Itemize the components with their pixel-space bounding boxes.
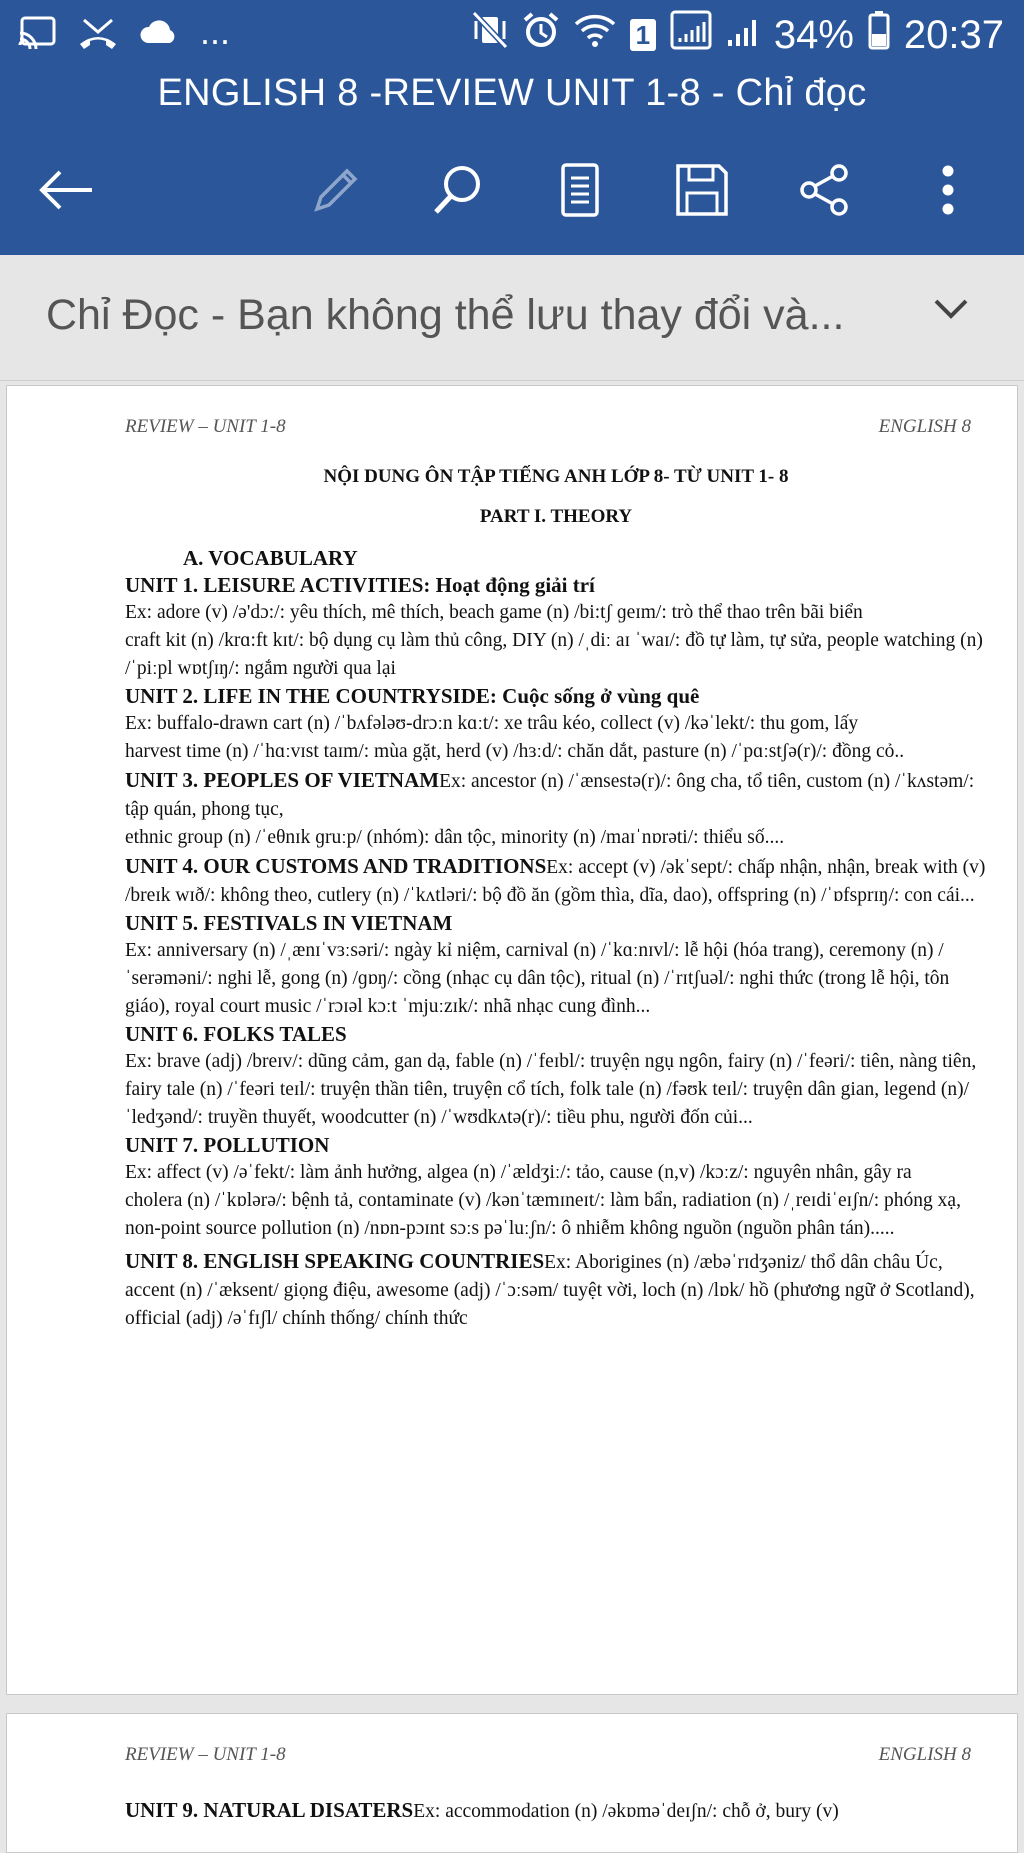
document-page-1[interactable] <box>6 385 1018 1695</box>
unit-heading: UNIT 9. NATURAL DISATERS <box>125 1798 414 1822</box>
unit-heading: UNIT 8. ENGLISH SPEAKING COUNTRIES <box>125 1249 545 1273</box>
mute-vibrate-icon <box>472 11 508 59</box>
page-header-left: REVIEW – UNIT 1-8 <box>125 1744 286 1765</box>
more-options-button[interactable] <box>908 150 988 230</box>
unit-text: Ex: affect (v) /əˈfekt/: làm ảnh hưởng, algea (n) /ˈældʒiː/: tảo, cause (n,v) /kɔːz/: nguyên nhân, gây ra <box>125 1162 912 1183</box>
app-bar <box>0 0 1024 255</box>
missed-call-icon <box>78 14 118 55</box>
unit-text: Ex: accept (v) /əkˈsept/: chấp nhận, nhận, break with (v) /breɪk wɪð/: không theo, cutlery (n) /ˈkʌtləri/: bộ đồ ăn (gồm thìa, dĩa, dao), offspring (n) /ˈɒfsprɪŋ/: con cái... <box>125 857 986 906</box>
clock: 20:37 <box>903 12 1004 57</box>
document-title: ENGLISH 8 -REVIEW UNIT 1-8 - Chỉ đọc <box>157 72 867 114</box>
page-header-left: REVIEW – UNIT 1-8 <box>125 416 286 437</box>
signal-icon <box>670 10 712 60</box>
unit-text: harvest time (n) /ˈhɑːvɪst taɪm/: mùa gặt, herd (v) /hɜːd/: chăn dắt, pasture (n) /ˈpɑːstʃə(r)/: đồng cỏ.. <box>125 741 905 762</box>
unit-text: craft kit (n) /krɑ:ft kɪt/: bộ dụng cụ làm thủ công, DIY (n) /ˌdiː aɪ ˈwaɪ/: đồ tự làm, tự sửa, people watching (n) /ˈpiːpl wɒtʃɪŋ/: ngắm người qua lại <box>125 630 983 679</box>
document-body <box>125 462 987 1333</box>
unit-heading: UNIT 7. POLLUTION <box>125 1133 330 1157</box>
unit-heading: UNIT 3. PEOPLES OF VIETNAM <box>125 768 440 792</box>
unit-heading: UNIT 6. FOLKS TALES <box>125 1022 347 1046</box>
share-button[interactable] <box>784 150 864 230</box>
unit-text: Ex: ancestor (n) /ˈænsestə(r)/: ông cha, tổ tiên, custom (n) /ˈkʌstəm/: tập quán, phong tục, <box>125 771 975 820</box>
unit-text: Ex: anniversary (n) /ˌænɪˈvɜːsəri/: ngày kỉ niệm, carnival (n) /ˈkɑːnɪvl/: lễ hội (hóa trang), ceremony (n) /ˈserəməni/: nghi lễ, gong (n) /ɡɒŋ/: cồng (nhạc cụ dân tộc), ritual (n) /ˈrɪtʃuəl/: nghi thức (trong lễ hội, tôn giáo), royal court music /ˈrɔɪəl kɔːt ˈmjuːzɪk/: nhã nhạc cung đình... <box>125 940 950 1017</box>
battery-icon <box>868 10 890 60</box>
cloud-icon <box>138 17 180 52</box>
unit-heading: UNIT 4. OUR CUSTOMS AND TRADITIONS <box>125 854 547 878</box>
doc-part-heading: PART I. THEORY <box>479 506 633 527</box>
unit-heading: UNIT 5. FESTIVALS IN VIETNAM <box>125 911 453 935</box>
signal-icon-2 <box>726 12 760 58</box>
edit-button[interactable] <box>296 150 376 230</box>
more-vertical-icon <box>940 163 956 217</box>
unit-text: Ex: buffalo-drawn cart (n) /ˈbʌfələʊ-drɔːn kɑːt/: xe trâu kéo, collect (v) /kəˈlekt/: thu gom, lấy <box>125 713 859 734</box>
expand-banner-button[interactable] <box>933 297 969 326</box>
unit-heading: UNIT 2. LIFE IN THE COUNTRYSIDE: Cuộc sống ở vùng quê <box>125 684 700 708</box>
status-bar <box>0 0 1024 70</box>
chevron-down-icon <box>933 297 969 321</box>
more-notifications-text: ... <box>200 10 231 52</box>
search-button[interactable] <box>418 150 498 230</box>
mobile-view-button[interactable] <box>540 150 620 230</box>
unit-text: Ex: Aborigines (n) /æbəˈrɪdʒəniz/ thổ dân châu Úc, accent (n) /ˈæksent/ giọng điệu, awesome (adj) /ˈɔːsəm/ tuyệt vời, loch (n) /lɒk/ hồ (phương ngữ ở Scotland), official (adj) /əˈfɪʃl/ chính thống/ chính thức <box>125 1252 975 1329</box>
page-header-right: ENGLISH 8 <box>878 1744 971 1765</box>
back-arrow-icon <box>38 170 94 210</box>
alarm-icon <box>522 11 560 59</box>
edit-pencil-icon <box>309 163 363 217</box>
document-body <box>125 1796 987 1826</box>
wifi-icon <box>574 12 616 58</box>
cast-icon <box>18 15 58 54</box>
document-page-2[interactable] <box>6 1713 1018 1853</box>
save-button[interactable] <box>662 150 742 230</box>
save-icon <box>675 163 729 217</box>
doc-main-title: NỘI DUNG ÔN TẬP TIẾNG ANH LỚP 8- TỪ UNIT 1- 8 <box>323 466 789 487</box>
search-icon <box>430 162 486 218</box>
back-button[interactable] <box>26 150 106 230</box>
toolbar <box>0 150 1024 230</box>
unit-text: Ex: brave (adj) /breɪv/: dũng cảm, gan dạ, fable (n) /ˈfeɪbl/: truyện ngụ ngôn, fairy (n) /ˈfeəri/: tiên, nàng tiên, fairy tale (n) /ˈfeəri teɪl/: truyện thần tiên, truyện cổ tích, folk tale (n) /fəʊk teɪl/: truyện dân gian, legend (n)/ ˈledʒənd/: truyền thuyết, woodcutter (n) /ˈwʊdkʌtə(r)/: tiều phu, người đốn củi... <box>125 1051 977 1128</box>
battery-percent: 34% <box>773 12 854 57</box>
unit-text: cholera (n) /ˈkɒlərə/: bệnh tả, contaminate (v) /kənˈtæmɪneɪt/: làm bẩn, radiation (n) /ˌreɪdiˈeɪʃn/: phóng xạ, non-point source pollution (n) /nɒn-pɔɪnt sɔːs pəˈluːʃn/: ô nhiễm không nguồn (nguồn phân tán)..... <box>125 1190 961 1239</box>
share-icon <box>797 163 851 217</box>
page-header-right: ENGLISH 8 <box>878 416 971 437</box>
sim-badge: 1 <box>630 19 656 51</box>
section-heading: A. VOCABULARY <box>183 546 358 570</box>
unit-text: Ex: adore (v) /ə'dɔ:/: yêu thích, mê thích, beach game (n) /bi:tʃ ɡeɪm/: trò thể thao trên bãi biển <box>125 602 863 623</box>
banner-text: Chỉ Đọc - Bạn không thể lưu thay đổi và... <box>46 291 845 339</box>
mobile-view-icon <box>560 162 600 218</box>
unit-heading: UNIT 1. LEISURE ACTIVITIES: Hoạt động giải trí <box>125 573 595 597</box>
unit-text: Ex: accommodation (n) /əkɒməˈdeɪʃn/: chỗ ở, bury (v) <box>413 1801 839 1822</box>
read-only-banner[interactable] <box>0 255 1024 381</box>
unit-text: ethnic group (n) /ˈeθnɪk ɡruːp/ (nhóm): dân tộc, minority (n) /maɪˈnɒrəti/: thiểu số.... <box>125 827 785 848</box>
